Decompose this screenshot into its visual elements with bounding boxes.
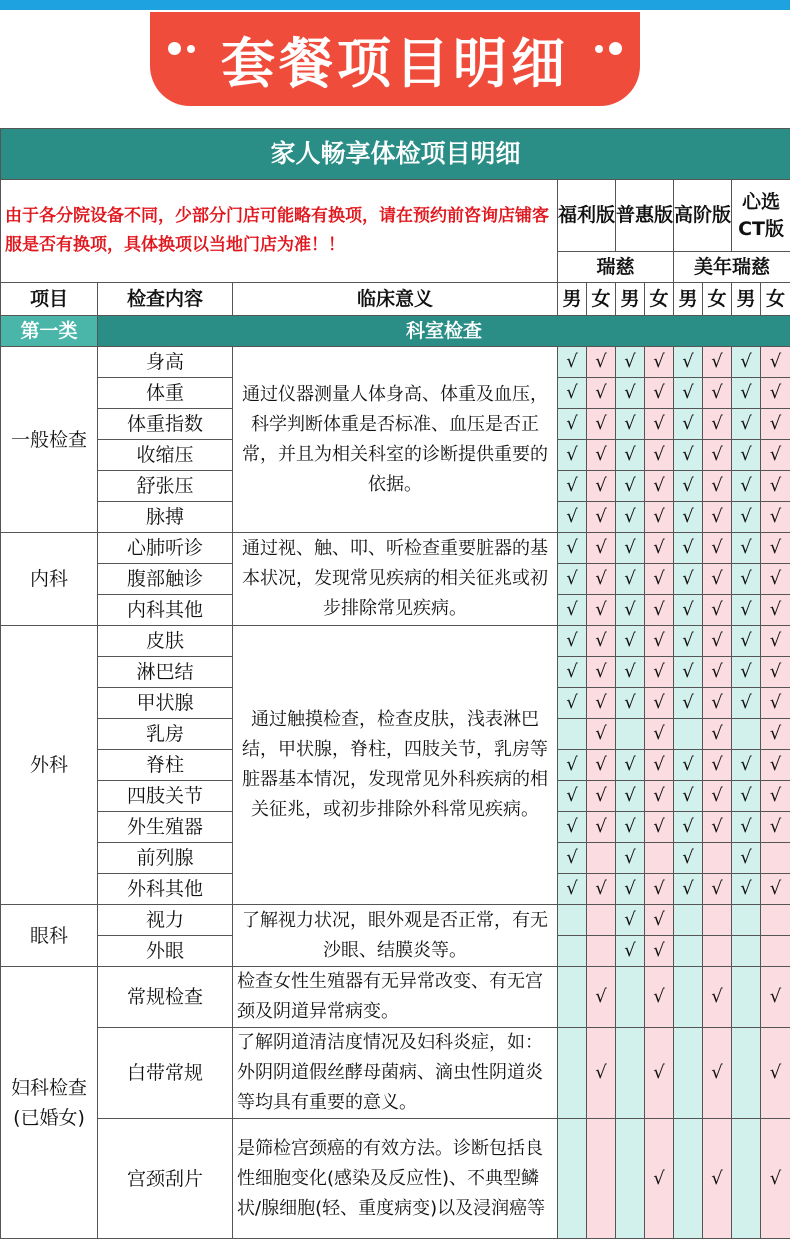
- check-mark: √: [761, 1028, 790, 1119]
- banner-dots-left: [168, 42, 195, 55]
- check-mark: √: [761, 657, 790, 688]
- check-mark: √: [616, 347, 645, 378]
- check-mark: √: [732, 533, 761, 564]
- gender-male-header: 男: [616, 283, 645, 316]
- empty-mark: [732, 1028, 761, 1119]
- check-mark: √: [587, 533, 616, 564]
- col-header-item: 项目: [1, 283, 98, 316]
- check-mark: √: [703, 750, 732, 781]
- check-mark: √: [558, 564, 587, 595]
- check-mark: √: [645, 1119, 674, 1239]
- check-mark: √: [645, 936, 674, 967]
- version-header: 福利版: [558, 180, 616, 252]
- empty-mark: [732, 936, 761, 967]
- check-item: 皮肤: [98, 626, 233, 657]
- check-mark: √: [703, 564, 732, 595]
- clinical-meaning: 通过视、触、叩、听检查重要脏器的基本状况，发现常见疾病的相关征兆或初步排除常见疾病。: [233, 533, 558, 626]
- check-mark: √: [616, 750, 645, 781]
- empty-mark: [703, 905, 732, 936]
- gender-female-header: 女: [587, 283, 616, 316]
- empty-mark: [616, 967, 645, 1028]
- check-item: 内科其他: [98, 595, 233, 626]
- check-mark: √: [703, 812, 732, 843]
- check-mark: √: [732, 378, 761, 409]
- notice-text: 由于各分院设备不同，少部分门店可能略有换项，请在预约前咨询店铺客服是否有换项，具体换项以当地门店为准！！: [1, 180, 558, 283]
- check-item: 外科其他: [98, 874, 233, 905]
- empty-mark: [703, 936, 732, 967]
- check-item: 外眼: [98, 936, 233, 967]
- check-mark: √: [587, 1028, 616, 1119]
- check-mark: √: [674, 781, 703, 812]
- empty-mark: [674, 1119, 703, 1239]
- empty-mark: [587, 905, 616, 936]
- table-row: [1, 347, 790, 378]
- check-mark: √: [645, 471, 674, 502]
- check-mark: √: [558, 812, 587, 843]
- gender-male-header: 男: [558, 283, 587, 316]
- check-mark: √: [587, 347, 616, 378]
- check-mark: √: [761, 874, 790, 905]
- check-mark: √: [703, 595, 732, 626]
- check-mark: √: [732, 440, 761, 471]
- check-mark: √: [703, 347, 732, 378]
- check-mark: √: [732, 347, 761, 378]
- table-row: [1, 1119, 790, 1239]
- check-item: 常规检查: [98, 967, 233, 1028]
- check-mark: √: [761, 1119, 790, 1239]
- check-mark: √: [558, 471, 587, 502]
- gender-male-header: 男: [732, 283, 761, 316]
- empty-mark: [558, 905, 587, 936]
- version-header: 高阶版: [674, 180, 732, 252]
- check-mark: √: [558, 502, 587, 533]
- top-accent-bar: [0, 0, 790, 10]
- table-row: [1, 967, 790, 1028]
- check-mark: √: [703, 967, 732, 1028]
- check-mark: √: [558, 750, 587, 781]
- check-mark: √: [587, 409, 616, 440]
- check-mark: √: [674, 440, 703, 471]
- check-mark: √: [558, 440, 587, 471]
- check-mark: √: [587, 750, 616, 781]
- check-mark: √: [616, 843, 645, 874]
- check-mark: √: [732, 657, 761, 688]
- package-items-table: [0, 128, 790, 1239]
- check-item: 白带常规: [98, 1028, 233, 1119]
- check-mark: √: [616, 502, 645, 533]
- check-mark: √: [703, 626, 732, 657]
- check-mark: √: [674, 347, 703, 378]
- gender-male-header: 男: [674, 283, 703, 316]
- gender-female-header: 女: [761, 283, 790, 316]
- check-mark: √: [587, 626, 616, 657]
- check-mark: √: [558, 843, 587, 874]
- group-name: 外科: [1, 626, 98, 905]
- check-mark: √: [558, 347, 587, 378]
- check-mark: √: [703, 874, 732, 905]
- empty-mark: [587, 1119, 616, 1239]
- check-mark: √: [616, 471, 645, 502]
- col-header-meaning: 临床意义: [233, 283, 558, 316]
- check-mark: √: [587, 812, 616, 843]
- check-mark: √: [703, 533, 732, 564]
- check-mark: √: [645, 1028, 674, 1119]
- empty-mark: [674, 1028, 703, 1119]
- check-mark: √: [645, 688, 674, 719]
- check-mark: √: [558, 409, 587, 440]
- group-name: 一般检查: [1, 347, 98, 533]
- check-mark: √: [761, 533, 790, 564]
- check-mark: √: [761, 626, 790, 657]
- check-mark: √: [616, 905, 645, 936]
- check-mark: √: [558, 533, 587, 564]
- check-item: 四肢关节: [98, 781, 233, 812]
- check-mark: √: [587, 874, 616, 905]
- empty-mark: [587, 936, 616, 967]
- check-mark: √: [616, 626, 645, 657]
- check-mark: √: [761, 347, 790, 378]
- check-mark: √: [732, 874, 761, 905]
- table-row: [1, 533, 790, 564]
- check-mark: √: [732, 843, 761, 874]
- check-item: 宫颈刮片: [98, 1119, 233, 1239]
- check-mark: √: [761, 812, 790, 843]
- empty-mark: [616, 1119, 645, 1239]
- check-mark: √: [761, 595, 790, 626]
- check-mark: √: [616, 936, 645, 967]
- empty-mark: [761, 936, 790, 967]
- check-mark: √: [645, 626, 674, 657]
- check-mark: √: [703, 719, 732, 750]
- check-mark: √: [732, 502, 761, 533]
- check-mark: √: [558, 874, 587, 905]
- table-row: [1, 905, 790, 936]
- check-mark: √: [732, 564, 761, 595]
- check-mark: √: [587, 967, 616, 1028]
- check-mark: √: [674, 378, 703, 409]
- check-mark: √: [558, 657, 587, 688]
- check-mark: √: [761, 440, 790, 471]
- clinical-meaning: 通过触摸检查，检查皮肤，浅表淋巴结，甲状腺，脊柱，四肢关节，乳房等脏器基本情况，发现常见外科疾病的相关征兆，或初步排除外科常见疾病。: [233, 626, 558, 905]
- check-mark: √: [645, 719, 674, 750]
- empty-mark: [616, 1028, 645, 1119]
- check-mark: √: [616, 378, 645, 409]
- check-item: 甲状腺: [98, 688, 233, 719]
- check-mark: √: [703, 471, 732, 502]
- check-mark: √: [645, 440, 674, 471]
- check-mark: √: [558, 626, 587, 657]
- check-mark: √: [645, 533, 674, 564]
- check-mark: √: [587, 781, 616, 812]
- banner: [150, 12, 640, 106]
- check-mark: √: [674, 657, 703, 688]
- check-item: 体重指数: [98, 409, 233, 440]
- check-mark: √: [587, 657, 616, 688]
- check-mark: √: [587, 595, 616, 626]
- check-mark: √: [703, 688, 732, 719]
- check-item: 脊柱: [98, 750, 233, 781]
- empty-mark: [558, 1119, 587, 1239]
- check-mark: √: [645, 812, 674, 843]
- check-mark: √: [645, 781, 674, 812]
- gender-female-header: 女: [703, 283, 732, 316]
- check-mark: √: [674, 626, 703, 657]
- empty-mark: [674, 967, 703, 1028]
- check-mark: √: [587, 719, 616, 750]
- check-mark: √: [616, 564, 645, 595]
- check-mark: √: [674, 750, 703, 781]
- check-mark: √: [616, 657, 645, 688]
- clinical-meaning: 检查女性生殖器有无异常改变、有无宫颈及阴道异常病变。: [233, 967, 558, 1028]
- check-item: 收缩压: [98, 440, 233, 471]
- empty-mark: [645, 843, 674, 874]
- check-mark: √: [674, 409, 703, 440]
- check-item: 身高: [98, 347, 233, 378]
- check-mark: √: [761, 967, 790, 1028]
- table-row: [1, 1028, 790, 1119]
- table-row: [1, 626, 790, 657]
- check-mark: √: [732, 409, 761, 440]
- check-mark: √: [732, 781, 761, 812]
- empty-mark: [558, 719, 587, 750]
- check-item: 舒张压: [98, 471, 233, 502]
- check-mark: √: [645, 378, 674, 409]
- check-item: 腹部触诊: [98, 564, 233, 595]
- check-mark: √: [645, 502, 674, 533]
- section-name: 科室检查: [98, 316, 790, 347]
- check-mark: √: [645, 874, 674, 905]
- check-mark: √: [732, 471, 761, 502]
- check-mark: √: [645, 347, 674, 378]
- group-name: 眼科: [1, 905, 98, 967]
- clinical-meaning: 了解阴道清洁度情况及妇科炎症，如：外阴阴道假丝酵母菌病、滴虫性阴道炎等均具有重要的意义。: [233, 1028, 558, 1119]
- section-label: 第一类: [1, 316, 98, 347]
- check-mark: √: [616, 533, 645, 564]
- check-mark: √: [732, 626, 761, 657]
- check-mark: √: [616, 781, 645, 812]
- check-item: 视力: [98, 905, 233, 936]
- check-mark: √: [703, 1028, 732, 1119]
- check-mark: √: [558, 688, 587, 719]
- clinical-meaning: 了解视力状况，眼外观是否正常，有无沙眼、结膜炎等。: [233, 905, 558, 967]
- table-title: 家人畅享体检项目明细: [1, 129, 790, 180]
- brand-header: 瑞慈: [558, 252, 674, 283]
- check-mark: √: [732, 595, 761, 626]
- empty-mark: [674, 905, 703, 936]
- check-mark: √: [645, 657, 674, 688]
- empty-mark: [616, 719, 645, 750]
- check-mark: √: [587, 502, 616, 533]
- check-mark: √: [587, 564, 616, 595]
- check-mark: √: [587, 471, 616, 502]
- check-item: 淋巴结: [98, 657, 233, 688]
- check-mark: √: [645, 967, 674, 1028]
- check-item: 乳房: [98, 719, 233, 750]
- check-mark: √: [645, 595, 674, 626]
- version-header: 普惠版: [616, 180, 674, 252]
- check-mark: √: [616, 688, 645, 719]
- banner-dots-right: [595, 42, 622, 55]
- clinical-meaning: 是筛检宫颈癌的有效方法。诊断包括良性细胞变化(感染及反应性)、不典型鳞状/腺细胞(轻、重度病变)以及浸润癌等: [233, 1119, 558, 1239]
- empty-mark: [761, 843, 790, 874]
- check-item: 体重: [98, 378, 233, 409]
- check-mark: √: [761, 750, 790, 781]
- check-mark: √: [703, 440, 732, 471]
- empty-mark: [674, 936, 703, 967]
- check-mark: √: [587, 378, 616, 409]
- check-mark: √: [674, 843, 703, 874]
- check-mark: √: [703, 781, 732, 812]
- check-mark: √: [616, 440, 645, 471]
- check-mark: √: [645, 409, 674, 440]
- empty-mark: [703, 843, 732, 874]
- check-mark: √: [616, 595, 645, 626]
- check-mark: √: [761, 409, 790, 440]
- empty-mark: [732, 967, 761, 1028]
- check-mark: √: [761, 564, 790, 595]
- group-name: 妇科检查(已婚女): [1, 967, 98, 1239]
- check-mark: √: [674, 812, 703, 843]
- check-mark: √: [703, 657, 732, 688]
- check-mark: √: [761, 688, 790, 719]
- check-item: 脉搏: [98, 502, 233, 533]
- check-mark: √: [674, 502, 703, 533]
- version-header: 心选CT版: [732, 180, 790, 252]
- empty-mark: [732, 719, 761, 750]
- check-mark: √: [645, 564, 674, 595]
- check-mark: √: [558, 378, 587, 409]
- check-item: 前列腺: [98, 843, 233, 874]
- check-mark: √: [645, 905, 674, 936]
- group-name: 内科: [1, 533, 98, 626]
- check-mark: √: [703, 409, 732, 440]
- check-mark: √: [732, 750, 761, 781]
- check-item: 心肺听诊: [98, 533, 233, 564]
- check-mark: √: [703, 502, 732, 533]
- check-mark: √: [761, 781, 790, 812]
- check-mark: √: [674, 564, 703, 595]
- check-mark: √: [732, 812, 761, 843]
- check-mark: √: [616, 409, 645, 440]
- check-item: 外生殖器: [98, 812, 233, 843]
- check-mark: √: [587, 440, 616, 471]
- gender-female-header: 女: [645, 283, 674, 316]
- empty-mark: [558, 1028, 587, 1119]
- check-mark: √: [674, 533, 703, 564]
- check-mark: √: [703, 1119, 732, 1239]
- banner-title: 套餐项目明细: [221, 21, 569, 98]
- check-mark: √: [761, 719, 790, 750]
- check-mark: √: [761, 471, 790, 502]
- empty-mark: [732, 905, 761, 936]
- check-mark: √: [558, 595, 587, 626]
- empty-mark: [674, 719, 703, 750]
- check-mark: √: [558, 781, 587, 812]
- check-mark: √: [616, 874, 645, 905]
- check-mark: √: [674, 688, 703, 719]
- check-mark: √: [674, 595, 703, 626]
- empty-mark: [558, 936, 587, 967]
- empty-mark: [732, 1119, 761, 1239]
- col-header-content: 检查内容: [98, 283, 233, 316]
- check-mark: √: [674, 874, 703, 905]
- brand-header: 美年瑞慈: [674, 252, 790, 283]
- check-mark: √: [703, 378, 732, 409]
- empty-mark: [761, 905, 790, 936]
- clinical-meaning: 通过仪器测量人体身高、体重及血压，科学判断体重是否标准、血压是否正常，并且为相关科室的诊断提供重要的依据。: [233, 347, 558, 533]
- check-mark: √: [587, 688, 616, 719]
- check-mark: √: [616, 812, 645, 843]
- check-mark: √: [674, 471, 703, 502]
- check-mark: √: [732, 688, 761, 719]
- check-mark: √: [761, 502, 790, 533]
- empty-mark: [558, 967, 587, 1028]
- empty-mark: [587, 843, 616, 874]
- check-mark: √: [645, 750, 674, 781]
- check-mark: √: [761, 378, 790, 409]
